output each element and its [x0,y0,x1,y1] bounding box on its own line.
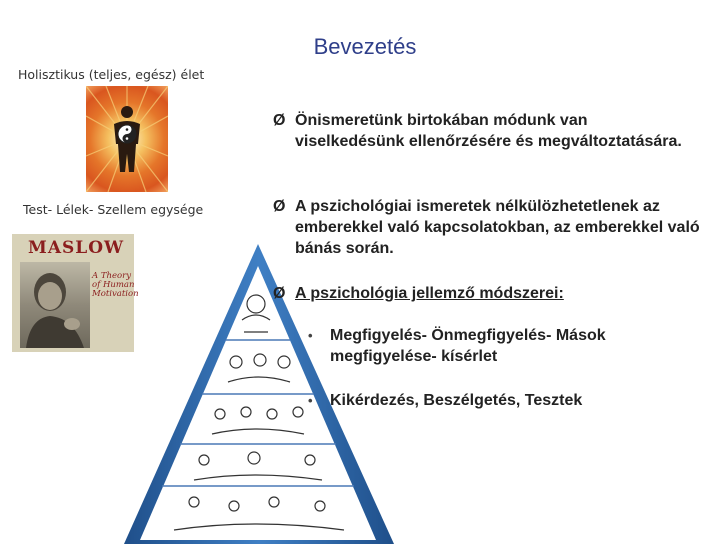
book-subtitle: A Theory of Human Motivation [92,271,139,299]
yin-yang-figure-icon [86,86,168,192]
subbullet-text: Megfigyelés- Önmegfigyelés- Mások megfigyelése- kísérlet [330,327,606,365]
book-title: MASLOW [28,238,125,258]
bullet-self-knowledge [273,110,693,152]
slide-title: Bevezetés [313,34,417,59]
subbullet-observation [308,325,668,367]
bullet-methods [273,283,693,304]
maslow-book-cover [12,234,139,352]
dot-bullet-icon: • [308,328,313,343]
arrow-bullet-icon: Ø [273,112,286,129]
arrow-bullet-icon: Ø [273,285,286,302]
subbullet-interview [308,390,668,411]
subbullet-text: Kikérdezés, Beszélgetés, Tesztek [330,392,583,409]
yin-yang-figure-image [86,86,168,192]
unity-caption: Test- Lélek- Szellem egysége [23,202,204,217]
bullet-text: Önismeretünk birtokában módunk van viselkedésünk ellenőrzésére és megváltoztatására. [295,112,682,150]
bullet-text: A pszichológiai ismeretek nélkülözhetetlenek az emberekkel való kapcsolatokban, az emberekkel való bánás során. [295,198,700,257]
maslow-portrait-image [20,262,90,348]
holistic-caption: Holisztikus (teljes, egész) élet [18,67,205,82]
bullet-psych-knowledge [273,196,703,259]
dot-bullet-icon: • [308,393,313,408]
bullet-text: A pszichológia jellemző módszerei: [295,285,564,302]
arrow-bullet-icon: Ø [273,198,286,215]
